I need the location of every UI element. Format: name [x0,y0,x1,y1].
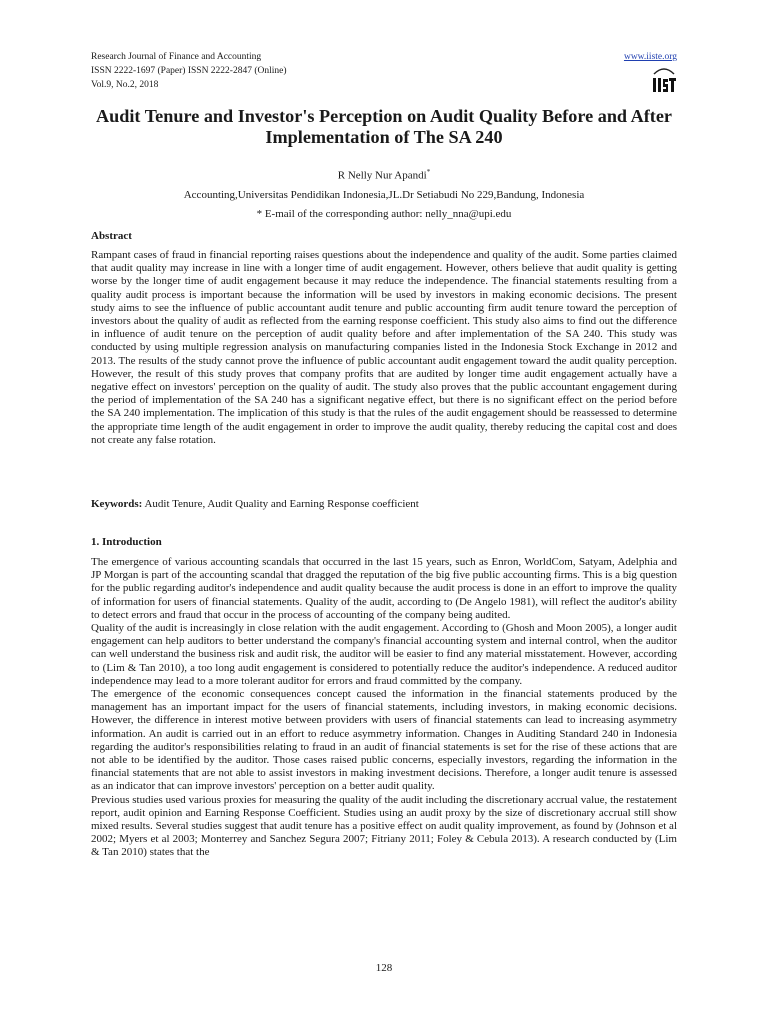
affiliation: Accounting,Universitas Pendidikan Indonesia,JL.Dr Setiabudi No 229,Bandung, Indonesia [183,189,585,201]
abstract-paragraph: Rampant cases of fraud in financial reporting raises questions about the independence and quality of the audit. Some parties claimed that audit quality may increase in line with a longer time of audit engagement. However, others believe that audit quality is getting worse by the longer time of audit engagement because it may reduce the independence. The financial statements resulting from a quality audit process is important because the information will be used by investors in making economic decisions. The present study aims to see the influence of public accountant audit tenure and public accounting firm audit tenure toward the perception of investors about the quality of audit as reflected from the earning response coefficient. This study also aims to find out the difference in influence of audit tenure on the perception of audit quality before and after implementation of the SA 240. This study was conducted by using multiple regression analysis on manufacturing companies listed in the Indonesia Stock Exchange in 2012 and 2013. The results of the study cannot prove the influence of public accountant audit engagement toward the audit quality perception. However, the result of this study proves that company profits that are audited by longer time audit engagement actually have a negative effect on investors' perception on the quality of audit. The study also proves that the public accountant engagement during the period of implementation of the SA 240 has a significant negative effect, but there is no significant effect on the period before the SA 240 implementation. The implication of this study is that the rules of the audit engagement should be reassessed to determine the appropriate time length of the audit engagement in order to improve the audit quality, thereby reducing the capital cost and does not create any false rotation. [91,249,677,446]
website-link[interactable]: www.iiste.org [623,52,677,62]
section-heading-introduction: 1. Introduction [91,536,162,548]
journal-name: Research Journal of Finance and Accounting [91,52,262,62]
journal-header [91,50,677,92]
keywords-label: Keywords: [91,498,143,510]
author-line [91,168,677,182]
corresponding-email: * E-mail of the corresponding author: nelly_nna@upi.edu [256,208,512,220]
intro-paragraph: Quality of the audit is increasingly in close relation with the audit engagement. According to (Ghosh and Moon 2005), a longer audit engagement can help auditors to better understand the company's financial accounting system and internal control, when the auditor can well understand the business risk and audit risk, the auditor will be easier to find any material misstatement. However, according to (Lim & Tan 2010), a too long audit engagement is considered to potentially reduce the auditor's independence. A reduced auditor independence may lead to a more tolerant auditor for errors and fraud committed by the company. [91,622,677,687]
intro-paragraph: The emergence of the economic consequences concept caused the information in the financial statements produced by the management has an important impact for the users of financial statements, including investors, in making economic decisions. However, the difference in interest motive between providers with users of financial statements can lead to increasing asymmetry information. An audit is carried out in an effort to reduce asymmetry information. Changes in Auditing Standard 240 in Indonesia regarding the auditor's responsibilities relating to fraud in an audit of financial statements is set for the rise of these actions that are not able to be identified by the auditor. Those cases raised public concerns, especially investors, regarding the information in the financial statements that are not able to assist investors in making investment decisions. Therefore, a longer audit tenure is assessed as an indicator that can improve investors' perception on a better audit quality. [91,688,677,793]
keywords-value: Audit Tenure, Audit Quality and Earning Response coefficient [144,498,419,510]
introduction-text [91,556,677,860]
keywords-line [91,498,677,510]
iiste-logo-icon [651,66,677,94]
abstract-heading: Abstract [91,230,132,242]
page-number: 128 [375,962,393,974]
intro-paragraph: The emergence of various accounting scandals that occurred in the last 15 years, such as Enron, WorldCom, Satyam, Adelphia and JP Morgan is part of the accounting scandal that dragged the reputation of the big five public accounting firms. This is a big question for the public regarding auditor's independence and audit quality because the audit process is done in an effort to improve the quality of information for users of financial statements. Quality of the audit, according to (De Angelo 1981), will reflect the auditor's ability to detect errors and fraud that occur in the process of accounting of the company being audited. [91,556,677,621]
abstract-text [91,249,677,447]
volume-line: Vol.9, No.2, 2018 [91,80,159,90]
intro-paragraph: Previous studies used various proxies for measuring the quality of the audit including the discretionary accrual value, the restatement report, audit opinion and Earning Response Coefficient. Studies using an audit proxy by the size of discretionary accrual still show mixed results. Several studies suggest that audit tenure has a positive effect on audit quality improvement, as found by (Johnson et al 2002; Myers et al 2003; Monterrey and Sanchez Segura 2007; Fitriany 2011; Foley & Cebula 2013). A research conducted by (Lim & Tan 2010) states that the [91,793,677,859]
author-name: R Nelly Nur Apandi [337,169,427,182]
paper-title: Audit Tenure and Investor's Perception on Audit Quality Before and After Implementation of The SA 240 [96,106,672,147]
author-mark: * [426,168,431,176]
issn-line: ISSN 2222-1697 (Paper) ISSN 2222-2847 (Online) [91,66,287,76]
